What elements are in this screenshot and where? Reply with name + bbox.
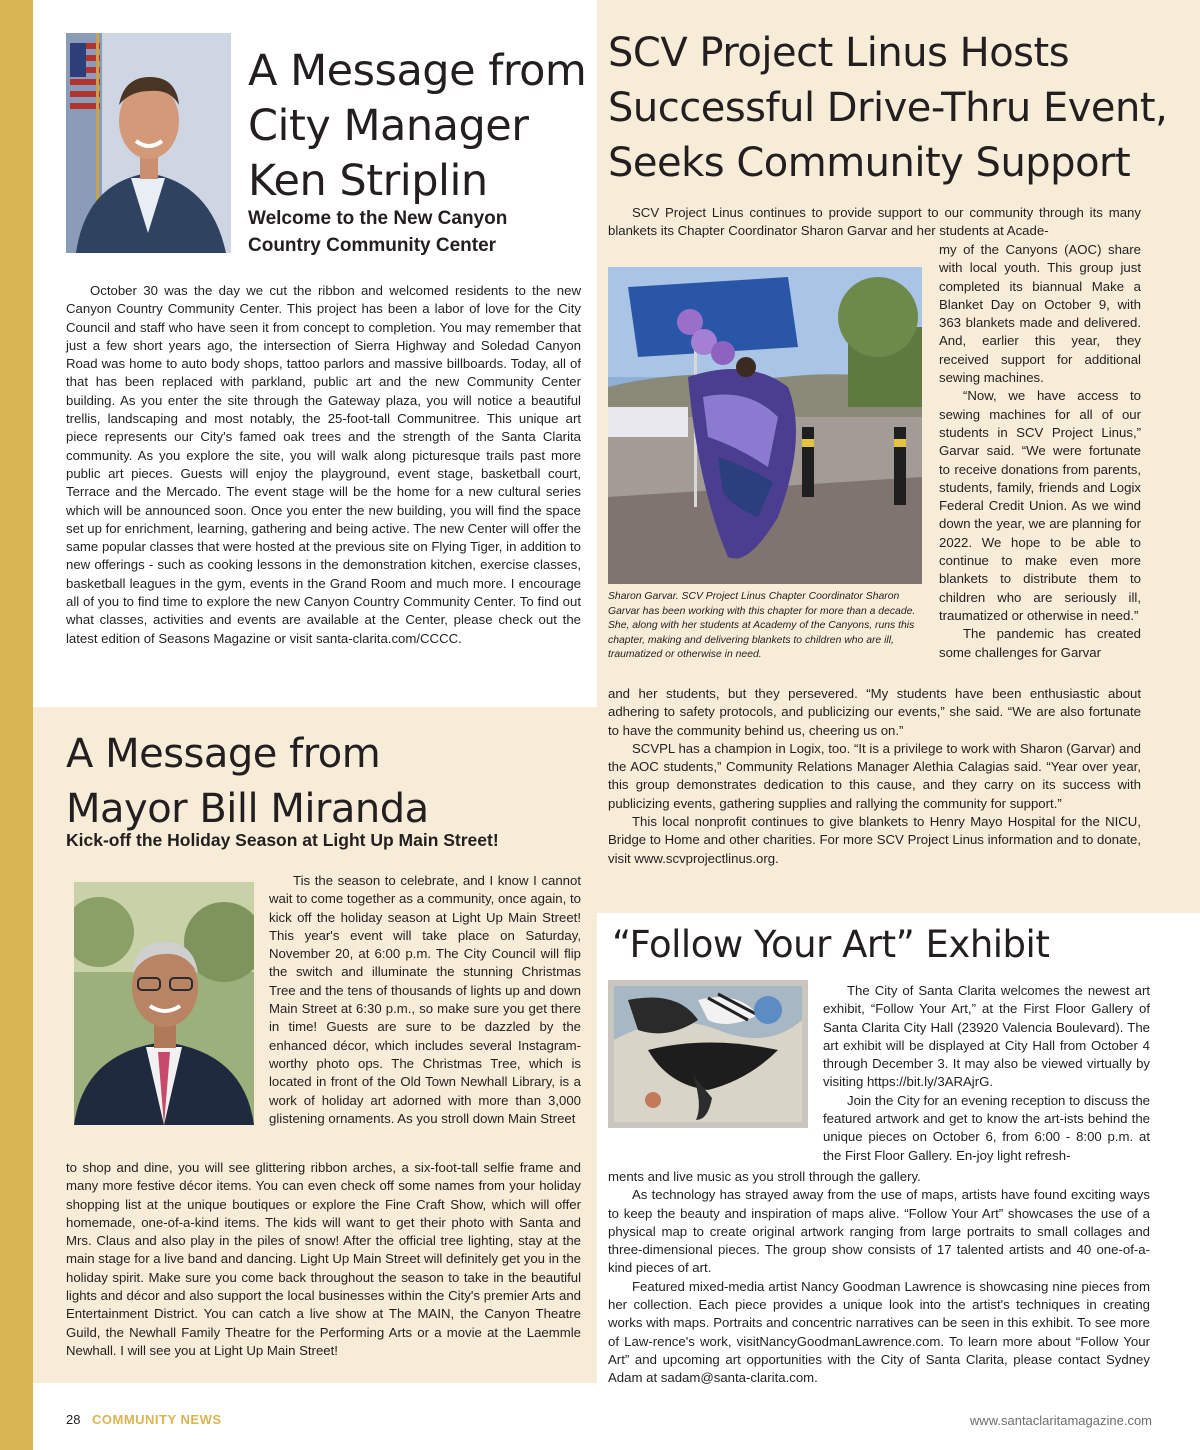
mayor-paragraph-continued: to shop and dine, you will see glittering ribbon arches, a six-foot-tall selfie frame and many more festive décor items. You can even check off some names from your holiday shopping list at the unique boutiques or explore the Fine Craft Show, which will offer homemade, one-of-a-kind items. The kids will want to get their photo with Santa and Mrs. Claus and also play in the piles of snow! After the official tree lighting, stay at the main stage for a live band and dancing. Light Up Main Street will definitely get you in the holiday spirit. Make sure you come back throughout the season to take in the beautiful lights and décor and also support the local businesses within the City's premier Arts and Entertainment District. You can catch a live show at The MAIN, the Canyon Theatre Guild, the Newhall Family Theatre for the Performing Arts or a movie at the Laemmle Newhall. I will see you at Light Up Main Street! (66, 1160, 581, 1358)
linus-intro-top (608, 204, 1141, 241)
manager-subheadline (248, 205, 507, 259)
art-paragraph-1: The City of Santa Clarita welcomes the newest art exhibit, “Follow Your Art,” at the First Floor Gallery of Santa Clarita City Hall (23920 Valencia Boulevard). The art exhibit will be displayed at City Hall from October 4 through December 3. It may also be viewed virtually by visiting https://bit.ly/3ARAjrG. (823, 983, 1150, 1090)
manager-subheadline-line: Country Community Center (248, 235, 497, 256)
mayor-body-full-width (66, 1159, 581, 1360)
manager-subheadline-line: Welcome to the New Canyon (248, 208, 508, 229)
manager-headline-line: City Manager (248, 101, 529, 151)
page-number: 28 (66, 1412, 81, 1427)
manager-headline (248, 44, 586, 209)
mayor-headline-line: A Message from (66, 731, 381, 777)
linus-logix-paragraph: SCVPL has a champion in Logix, too. “It is a privilege to work with Sharon (Garvar) and the AOC students,” Community Relations Manager Alethia Calagias said. “Year over year, this group demonstrates dedication to this cause, and they carry on its success with publicizing events, gathering supplies and rallying the community for support.” (608, 740, 1141, 811)
art-lower-body (608, 1168, 1150, 1388)
mayor-headline (66, 727, 429, 837)
linus-headline-line: Seeks Community Support (608, 140, 1131, 186)
bill-miranda-portrait (74, 882, 254, 1125)
linus-intro-continued: my of the Canyons (AOC) share with local youth. This group just completed its biannual Make a Blanket Day on October 9, with 363 blankets made and delivered. And, earlier this year, they received support for additional sewing machines. (939, 242, 1141, 386)
ken-striplin-portrait (66, 33, 231, 253)
art-headline: “Follow Your Art” Exhibit (612, 923, 1050, 966)
manager-headline-line: Ken Striplin (248, 156, 488, 206)
linus-headline-line: Successful Drive-Thru Event, (608, 85, 1168, 131)
linus-lower-body (608, 685, 1141, 868)
gold-margin-strip (0, 0, 33, 1450)
linus-headline (608, 26, 1167, 191)
section-name: COMMUNITY NEWS (92, 1412, 222, 1427)
linus-pandemic-start: The pandemic has created some challenges for Garvar (939, 626, 1141, 660)
sharon-garvar-photo (608, 267, 922, 584)
mayor-paragraph: Tis the season to celebrate, and I know I cannot wait to come together as a community, once again, to kick off the holiday season at Light Up Main Street! This year's event will take place on Saturday, November 20, at 6:00 p.m. The City Council will flip the switch and illuminate the stunning Christmas Tree and the tens of thousands of lights up and down Main Street at 6:30 p.m., so make sure you get there in time! Guests are sure to be dazzled by the enhanced décor, which includes several Instagram-worthy photo ops. The Christmas Tree, which is located in front of the Old Town Newhall Library, is a work of holiday art adorned with more than 3,000 glistening ornaments. As you stroll down Main Street (269, 873, 581, 1126)
manager-paragraph: October 30 was the day we cut the ribbon and welcomed residents to the new Canyon Country Community Center. This project has been a labor of love for the City Council and staff who have seen it from concept to completion. You may remember that just a few short years ago, the intersection of Sierra Highway and Soledad Canyon Road was home to auto body shops, tattoo parlors and massive billboards. Today, all of that has been replaced with parkland, public art and the new Community Center building. As you enter the site through the Gateway plaza, you will notice a beautiful trellis, landscaping and most notably, the 25-foot-tall Communitree. This unique art piece represents our City's famed oak trees and the strength of the Santa Clarita community. As you explore the site, you will walk along picturesque trails past more public art pieces. Guests will enjoy the playground, event stage, basketball court, Terrace and the Mercado. The event stage will be the home for a new cultural series which will be announced soon. Once you enter the new building, you will find the space set up for enrichment, learning, gathering and being active. The new Center will offer the same popular classes that were hosted at the previous site on Flying Tiger, in addition to new offerings - such as cooking lessons in the demonstration kitchen, exercise classes, basketball leagues in the gym, events in the Grand Room and much more. I encourage all of you to find time to explore the new Canyon Country Community Center. To find out what classes, activities and events are available at the Center, please check out the latest edition of Seasons Magazine or visit santa-clarita.com/CCCC. (66, 283, 581, 646)
linus-intro-first-lines: SCV Project Linus continues to provide support to our community through its many blankets its Chapter Coordinator Sharon Garvar and her students at Acade- (608, 205, 1141, 239)
linus-pandemic-continued: and her students, but they persevered. “My students have been enthusiastic about adhering to safety protocols, and publicizing our events,” she said. “We are also fortunate to have the community behind us, cheering us on.” (608, 686, 1141, 738)
mayor-headline-line: Mayor Bill Miranda (66, 786, 429, 832)
linus-photo-caption: Sharon Garvar. SCV Project Linus Chapter Coordinator Sharon Garvar has been working with this chapter for more than a decade. She, along with her students at Academy of the Canyons, runs this chapter, making and delivering blankets to children who are ill, traumatized or otherwise in need. (608, 591, 916, 660)
magazine-url[interactable]: www.santaclaritamagazine.com (969, 1413, 1152, 1428)
linus-closing-paragraph: This local nonprofit continues to give blankets to Henry Mayo Hospital for the NICU, Bridge to Home and other charities. For more SCV Project Linus information and to donate, visit www.scvprojectlinus.org. (608, 814, 1141, 866)
art-paragraph-2-continued: ments and live music as you stroll through the gallery. (608, 1169, 921, 1184)
follow-your-art-artwork (608, 980, 808, 1128)
art-paragraph-3: As technology has strayed away from the use of maps, artists have found exciting ways to keep the beauty and inspiration of maps alive. “Follow Your Art” showcases the use of a physical map to create original artwork ranging from large portraits to small collages and three-dimensional pieces. The group show consists of 17 talented artists and 40 one-of-a-kind pieces of art. (608, 1187, 1150, 1276)
art-paragraph-2-start: Join the City for an evening reception to discuss the featured artwork and get to know the art-ists behind the unique pieces on October 6, from 6:00 - 8:00 p.m. at the First Floor Gallery. En-joy light refresh- (823, 1092, 1150, 1163)
art-side-column (823, 982, 1150, 1165)
manager-article-body (66, 282, 581, 648)
mayor-subheadline: Kick-off the Holiday Season at Light Up Main Street! (66, 830, 499, 850)
mayor-body-beside-photo (269, 872, 581, 1128)
linus-side-column (939, 241, 1141, 662)
linus-headline-line: SCV Project Linus Hosts (608, 30, 1070, 76)
linus-quote: “Now, we have access to sewing machines for all of our students in SCV Project Linus,” Garvar said. “We were fortunate to receive donations from parents, students, family, friends and Logix Federal Credit Union. As we wind down the year, we are planning for 2022. We hope to be able to continue to make even more blankets to distribute them to children who are seriously ill, traumatized or otherwise in need.” (939, 388, 1141, 623)
art-paragraph-4: Featured mixed-media artist Nancy Goodman Lawrence is showcasing nine pieces from her collection. Each piece provides a unique look into the artist's techniques in creating works with maps. Portraits and concentric narratives can be seen in this exhibit. To see more of Law-rence's work, visitNancyGoodmanLawrence.com. To learn more about “Follow Your Art” and upcoming art opportunities with the City of Santa Clarita, please contact Sydney Adam at sadam@santa-clarita.com. (608, 1278, 1150, 1386)
manager-headline-line: A Message from (248, 46, 587, 96)
